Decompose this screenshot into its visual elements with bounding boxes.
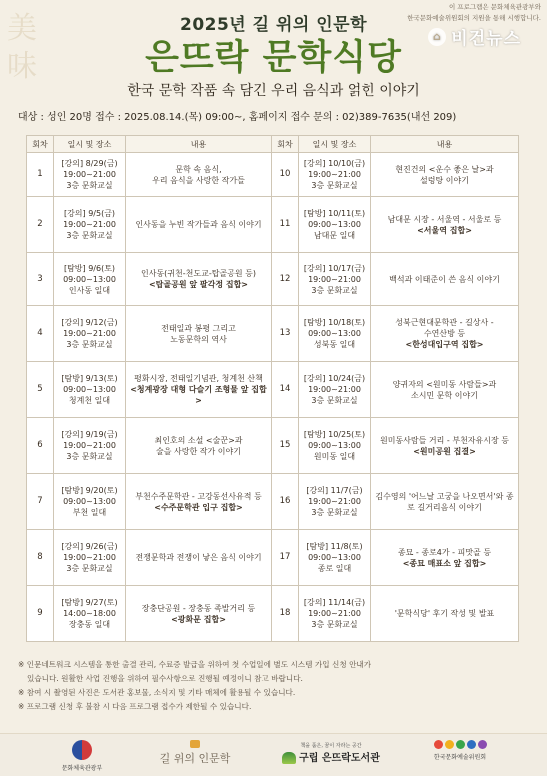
schedule-line: 19:00~21:00 xyxy=(308,385,361,394)
content-line: 원미동사람들 거리 - 부천자유시장 등 xyxy=(380,435,509,445)
table-row xyxy=(27,586,519,642)
session-schedule xyxy=(54,197,126,253)
content-line: 인사동을 누빈 작가들과 음식 이야기 xyxy=(135,220,262,229)
schedule-line: 원미동 일대 xyxy=(313,452,356,461)
session-schedule xyxy=(299,474,371,530)
content-line: 문학 속 음식, xyxy=(175,164,222,174)
schedule-line: 09:00~13:00 xyxy=(63,497,116,506)
session-content xyxy=(126,306,272,362)
session-content xyxy=(126,530,272,586)
session-schedule xyxy=(299,586,371,642)
table-row xyxy=(27,530,519,586)
session-number: 16 xyxy=(272,474,299,530)
table-row xyxy=(27,253,519,306)
session-number: 17 xyxy=(272,530,299,586)
schedule-line: [강의] 11/7(금) xyxy=(306,486,363,495)
content-line: 우리 음식을 사랑한 작가들 xyxy=(152,175,245,185)
content-line: 장충단공원 - 장충동 족발거리 등 xyxy=(141,603,256,613)
session-number: 4 xyxy=(27,306,54,362)
page-subtitle: 한국 문학 작품 속 담긴 우리 음식과 얽힌 이야기 xyxy=(127,83,420,99)
content-line: 인사동(귀천-천도교-탑골공원 등) xyxy=(140,269,257,278)
schedule-line: [강의] 10/24(금) xyxy=(303,374,366,383)
session-number: 13 xyxy=(272,306,299,362)
session-schedule xyxy=(54,418,126,474)
note-item: 있습니다. 원활한 사업 진행을 위하여 필수사항으로 진행될 예정이니 참고 바랍니다. xyxy=(27,674,303,683)
session-content xyxy=(126,474,272,530)
schedule-line: 09:00~13:00 xyxy=(308,553,361,562)
meeting-point: <서울역 집합> xyxy=(417,225,472,235)
session-content xyxy=(371,306,519,362)
schedule-line: 남대문 일대 xyxy=(313,231,356,240)
session-schedule xyxy=(54,586,126,642)
session-schedule xyxy=(299,197,371,253)
session-schedule xyxy=(299,253,371,306)
session-content xyxy=(126,418,272,474)
schedule-line: 3층 문화교실 xyxy=(66,452,113,461)
notes-section xyxy=(18,658,533,714)
session-number: 8 xyxy=(27,530,54,586)
meeting-point: <수주문학관 입구 집합> xyxy=(154,502,243,512)
session-number: 14 xyxy=(272,362,299,418)
table-row xyxy=(27,306,519,362)
session-schedule xyxy=(299,306,371,362)
header-session: 회차 xyxy=(272,136,299,153)
session-content xyxy=(126,197,272,253)
schedule-line: 19:00~21:00 xyxy=(63,329,116,338)
session-content xyxy=(371,197,519,253)
content-line: 전쟁문학과 전쟁이 낳은 음식 이야기 xyxy=(135,553,262,562)
meeting-point: <탑골공원 앞 팔각정 집합> xyxy=(148,280,249,289)
decor-char-2: 味 xyxy=(7,49,37,84)
session-content xyxy=(371,153,519,197)
schedule-line: 3층 문화교실 xyxy=(311,508,358,517)
schedule-line: 09:00~13:00 xyxy=(63,385,116,394)
session-number: 6 xyxy=(27,418,54,474)
schedule-line: 19:00~21:00 xyxy=(63,220,116,229)
schedule-line: [탐방] 9/13(토) xyxy=(61,374,118,383)
schedule-line: [탐방] 9/6(토) xyxy=(63,263,116,273)
table-row xyxy=(27,418,519,474)
header-session: 회차 xyxy=(27,136,54,153)
arts-council-logo xyxy=(420,740,500,761)
library-tree-icon xyxy=(282,752,296,764)
session-number: 7 xyxy=(27,474,54,530)
schedule-line: 인사동 일대 xyxy=(68,285,111,295)
schedule-table xyxy=(26,135,519,642)
schedule-line: [강의] 10/17(금) xyxy=(303,263,366,273)
header-content: 내용 xyxy=(371,136,519,153)
schedule-line: 3층 문화교실 xyxy=(66,181,113,190)
schedule-line: [탐방] 10/18(토) xyxy=(303,318,366,327)
content-line: 부천수주문학관 - 고강동선사유적 등 xyxy=(135,491,262,501)
session-schedule xyxy=(299,418,371,474)
arts-council-dots-icon xyxy=(420,740,500,749)
content-line: 종묘 - 종로4가 - 피맛골 등 xyxy=(397,547,492,557)
schedule-line: 19:00~21:00 xyxy=(63,553,116,562)
schedule-table-container xyxy=(26,135,518,642)
content-line: 수연산방 등 xyxy=(423,329,466,338)
content-line: 최인호의 소설 <술꾼>과 xyxy=(154,435,243,445)
session-number: 1 xyxy=(27,153,54,197)
content-line: 양귀자의 <원미동 사람들>과 xyxy=(392,379,497,389)
schedule-line: 09:00~13:00 xyxy=(308,329,361,338)
session-number: 5 xyxy=(27,362,54,418)
session-schedule xyxy=(54,474,126,530)
table-row xyxy=(27,197,519,253)
schedule-line: 성북동 일대 xyxy=(313,340,356,349)
content-line: 소시민 문학 이야기 xyxy=(411,390,478,400)
schedule-line: 종로 일대 xyxy=(317,564,352,573)
session-content xyxy=(126,362,272,418)
schedule-line: 19:00~21:00 xyxy=(63,170,116,179)
taegeuk-emblem-icon xyxy=(72,740,92,760)
schedule-line: 3층 문화교실 xyxy=(66,340,113,349)
meeting-point: <광화문 집합> xyxy=(171,614,226,624)
table-header-row xyxy=(27,136,519,153)
session-content xyxy=(371,530,519,586)
schedule-line: [탐방] 10/11(토) xyxy=(303,209,366,218)
content-line: '문학식당' 후기 작성 및 발표 xyxy=(394,609,495,618)
library-name-row xyxy=(272,749,390,764)
session-content xyxy=(371,474,519,530)
arts-council-caption: 한국문화예술위원회 xyxy=(433,754,487,761)
schedule-line: 09:00~13:00 xyxy=(308,441,361,450)
schedule-line: 19:00~21:00 xyxy=(308,609,361,618)
session-schedule xyxy=(299,530,371,586)
schedule-line: 3층 문화교실 xyxy=(311,285,358,295)
schedule-line: 3층 문화교실 xyxy=(311,181,358,190)
vegan-news-logo-icon: ⌂ xyxy=(428,28,446,46)
schedule-line: 3층 문화교실 xyxy=(311,620,358,629)
footer-logos xyxy=(0,733,547,776)
session-content xyxy=(371,418,519,474)
humanities-logo xyxy=(150,740,240,766)
schedule-line: [탐방] 11/8(토) xyxy=(306,542,363,551)
library-name: 구립 은뜨락도서관 xyxy=(299,753,380,764)
schedule-line: 09:00~13:00 xyxy=(308,220,361,229)
session-schedule xyxy=(54,153,126,197)
schedule-line: 3층 문화교실 xyxy=(311,396,358,405)
content-line: 술을 사랑한 작가 이야기 xyxy=(156,446,241,456)
schedule-line: [탐방] 9/20(토) xyxy=(61,486,118,495)
schedule-line: 19:00~21:00 xyxy=(308,497,361,506)
schedule-line: 3층 문화교실 xyxy=(66,564,113,573)
schedule-line: 19:00~21:00 xyxy=(308,170,361,179)
session-number: 2 xyxy=(27,197,54,253)
schedule-line: [강의] 9/19(금) xyxy=(61,430,118,439)
session-schedule xyxy=(54,253,126,306)
schedule-line: [강의] 9/5(금) xyxy=(63,209,116,218)
library-tagline: 책을 품은, 꿈이 자라는 공간 xyxy=(300,743,362,749)
content-line: 성북근현대문학관 - 길상사 - xyxy=(395,318,494,327)
schedule-line: 19:00~21:00 xyxy=(308,274,361,284)
session-content xyxy=(126,253,272,306)
content-line: 전태일과 봉평 그리고 xyxy=(161,323,236,333)
schedule-line: 장충동 일대 xyxy=(68,620,111,629)
meeting-point: <종묘 매표소 앞 집합> xyxy=(402,558,487,568)
session-number: 9 xyxy=(27,586,54,642)
sponsor-note-line2: 한국문화예술위원회의 지원을 통해 시행합니다. xyxy=(407,14,541,22)
meeting-point: <한성대입구역 집합> xyxy=(405,340,484,349)
session-content xyxy=(371,362,519,418)
program-supertitle: 2025년 길 위의 인문학 xyxy=(179,15,368,35)
table-row xyxy=(27,153,519,197)
book-icon xyxy=(190,740,200,748)
decor-char-1: 美 xyxy=(7,11,37,46)
session-content xyxy=(126,153,272,197)
session-number: 12 xyxy=(272,253,299,306)
schedule-line: [강의] 9/26(금) xyxy=(61,542,118,551)
library-logo xyxy=(272,742,390,764)
content-line: 백석과 이태준이 쓴 음식 이야기 xyxy=(389,274,500,284)
meeting-point: <원미공원 집결> xyxy=(413,446,476,456)
content-line: 노동문학의 역사 xyxy=(170,334,227,344)
schedule-line: 19:00~21:00 xyxy=(63,441,116,450)
schedule-line: [탐방] 9/27(토) xyxy=(61,598,118,607)
table-row xyxy=(27,362,519,418)
humanities-logo-text: 길 위의 인문학 xyxy=(159,752,231,765)
schedule-line: [강의] 11/14(금) xyxy=(303,598,366,607)
page-title: 은뜨락 문학식당 xyxy=(145,38,402,78)
registration-info: 대상 : 성인 20명 접수 : 2025.08.14.(목) 09:00~, 홈페이지 접수 문의 : 02)389-7635(내선 209) xyxy=(18,112,457,123)
content-line: 평화시장, 전태일기념관, 청계천 산책 xyxy=(134,374,263,383)
sponsor-note-line1: 이 프로그램은 문화체육관광부와 xyxy=(448,3,541,11)
ministry-caption: 문화체육관광부 xyxy=(61,765,103,772)
session-content xyxy=(371,253,519,306)
session-content xyxy=(371,586,519,642)
content-line: 현진건의 <운수 좋은 날>과 xyxy=(395,164,494,174)
schedule-line: [탐방] 10/25(토) xyxy=(303,430,366,439)
content-line: 설렁탕 이야기 xyxy=(420,175,469,185)
session-schedule xyxy=(299,362,371,418)
schedule-line: 청계천 일대 xyxy=(68,396,111,405)
schedule-line: [강의] 9/12(금) xyxy=(61,318,118,327)
schedule-line: 14:00~18:00 xyxy=(63,609,116,618)
note-item: ※ 참여 시 촬영된 사진은 도서관 홍보물, 소식지 및 기타 매체에 활용될 수 있습니다. xyxy=(18,688,296,697)
ministry-logo xyxy=(52,740,112,772)
schedule-line: 09:00~13:00 xyxy=(63,274,116,284)
content-line: 김수영의 '어느날 고궁을 나오면서'와 종로 길거리음식 이야기 xyxy=(375,491,514,512)
session-content xyxy=(126,586,272,642)
session-schedule xyxy=(299,153,371,197)
header-content: 내용 xyxy=(126,136,272,153)
session-number: 15 xyxy=(272,418,299,474)
schedule-line: 3층 문화교실 xyxy=(66,231,113,240)
note-item: ※ 프로그램 신청 후 불참 시 다음 프로그램 접수가 제한될 수 있습니다. xyxy=(18,702,252,711)
session-schedule xyxy=(54,306,126,362)
session-number: 10 xyxy=(272,153,299,197)
session-number: 3 xyxy=(27,253,54,306)
schedule-line: [강의] 8/29(금) xyxy=(61,159,118,168)
watermark-text: 비건뉴스 xyxy=(451,29,521,49)
table-row xyxy=(27,474,519,530)
session-number: 18 xyxy=(272,586,299,642)
header-schedule: 일시 및 장소 xyxy=(299,136,371,153)
session-schedule xyxy=(54,362,126,418)
schedule-line: 부천 일대 xyxy=(72,508,107,517)
content-line: 남대문 시장 - 서울역 - 서울로 등 xyxy=(387,214,502,224)
schedule-line: [강의] 10/10(금) xyxy=(303,159,366,168)
session-schedule xyxy=(54,530,126,586)
session-number: 11 xyxy=(272,197,299,253)
note-item: ※ 인문네트워크 시스템을 통한 출결 관리, 수료증 발급을 위하여 첫 수업일에 별도 시스템 가입 신청 안내가 xyxy=(18,660,372,669)
header-schedule: 일시 및 장소 xyxy=(54,136,126,153)
meeting-point: <청계광장 대형 다슬기 조형물 앞 집합> xyxy=(130,385,267,405)
